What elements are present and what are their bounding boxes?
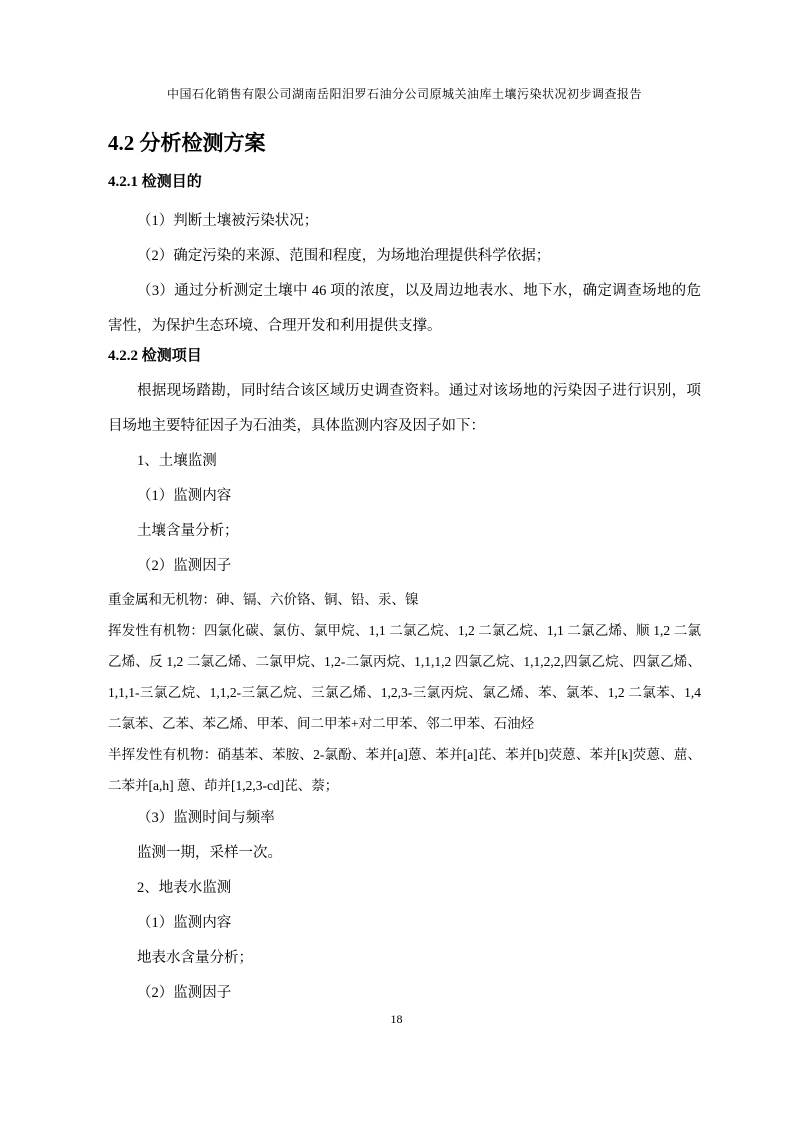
list-item-monitor-content: （1）监测内容 [137,488,232,504]
list-item-water-title: 2、地表水监测 [137,880,232,896]
paragraph-intro: 根据现场踏勘，同时结合该区域历史调查资料。通过对该场地的污染因子进行识别，项目场地主要特征因子为石油类，具体监测内容及因子如下： [108,383,701,434]
paragraph-frequency: 监测一期，采样一次。 [137,845,282,861]
paragraph-soil-analysis: 土壤含量分析； [137,523,239,539]
list-item-monitor-frequency: （3）监测时间与频率 [137,810,275,826]
section-421-body [108,204,701,344]
soil-monitoring-block [108,444,701,871]
factor-list [108,584,701,801]
list-item-water-factors: （2）监测因子 [137,985,232,1001]
paragraph-water-analysis: 地表水含量分析； [137,950,253,966]
factor-heavy-metals: 重金属和无机物：砷、镉、六价铬、铜、铅、汞、镍 [108,592,419,607]
running-header: 中国石化销售有限公司湖南岳阳汨罗石油分公司原城关油库土壤污染状况初步调查报告 [166,87,642,101]
section-title: 4.2 分析检测方案 [108,131,266,155]
factor-svocs: 半挥发性有机物：硝基苯、苯胺、2-氯酚、苯并[a]蒽、苯并[a]芘、苯并[b]荧蒽、苯并[k]荧蒽、䓛、二苯并[a,h] 蒽、茚并[1,2,3-cd]芘、萘； [108,747,701,793]
paragraph: （1）判断土壤被污染状况； [137,213,319,229]
list-item-soil-title: 1、土壤监测 [137,453,217,469]
list-item-water-content: （1）监测内容 [137,915,232,931]
subsection-heading-421: 4.2.1 检测目的 [108,174,202,190]
surface-water-block [108,871,701,1011]
factor-vocs: 挥发性有机物：四氯化碳、氯仿、氯甲烷、1,1 二氯乙烷、1,2 二氯乙烷、1,1 二氯乙烯、顺 1,2 二氯乙烯、反 1,2 二氯乙烯、二氯甲烷、1,2-二氯丙烷、1,1,1,2 四氯乙烷、1,1,2,2,四氯乙烷、四氯乙烯、1,1,1-三氯乙烷、1,1,2-三氯乙烷、三氯乙烯、1,2,3-三氯丙烷、氯乙烯、苯、氯苯、1,2 二氯苯、1,4 二氯苯、乙苯、苯乙烯、甲苯、间二甲苯+对二甲苯、邻二甲苯、石油烃 [108,623,701,731]
paragraph: （2）确定污染的来源、范围和程度，为场地治理提供科学依据； [137,248,551,264]
paragraph: （3）通过分析测定土壤中 46 项的浓度，以及周边地表水、地下水，确定调查场地的危害性，为保护生态环境、合理开发和利用提供支撑。 [108,283,701,334]
list-item-monitor-factors: （2）监测因子 [137,558,232,574]
subsection-heading-422: 4.2.2 检测项目 [108,348,202,364]
page-number: 18 [390,1012,403,1026]
